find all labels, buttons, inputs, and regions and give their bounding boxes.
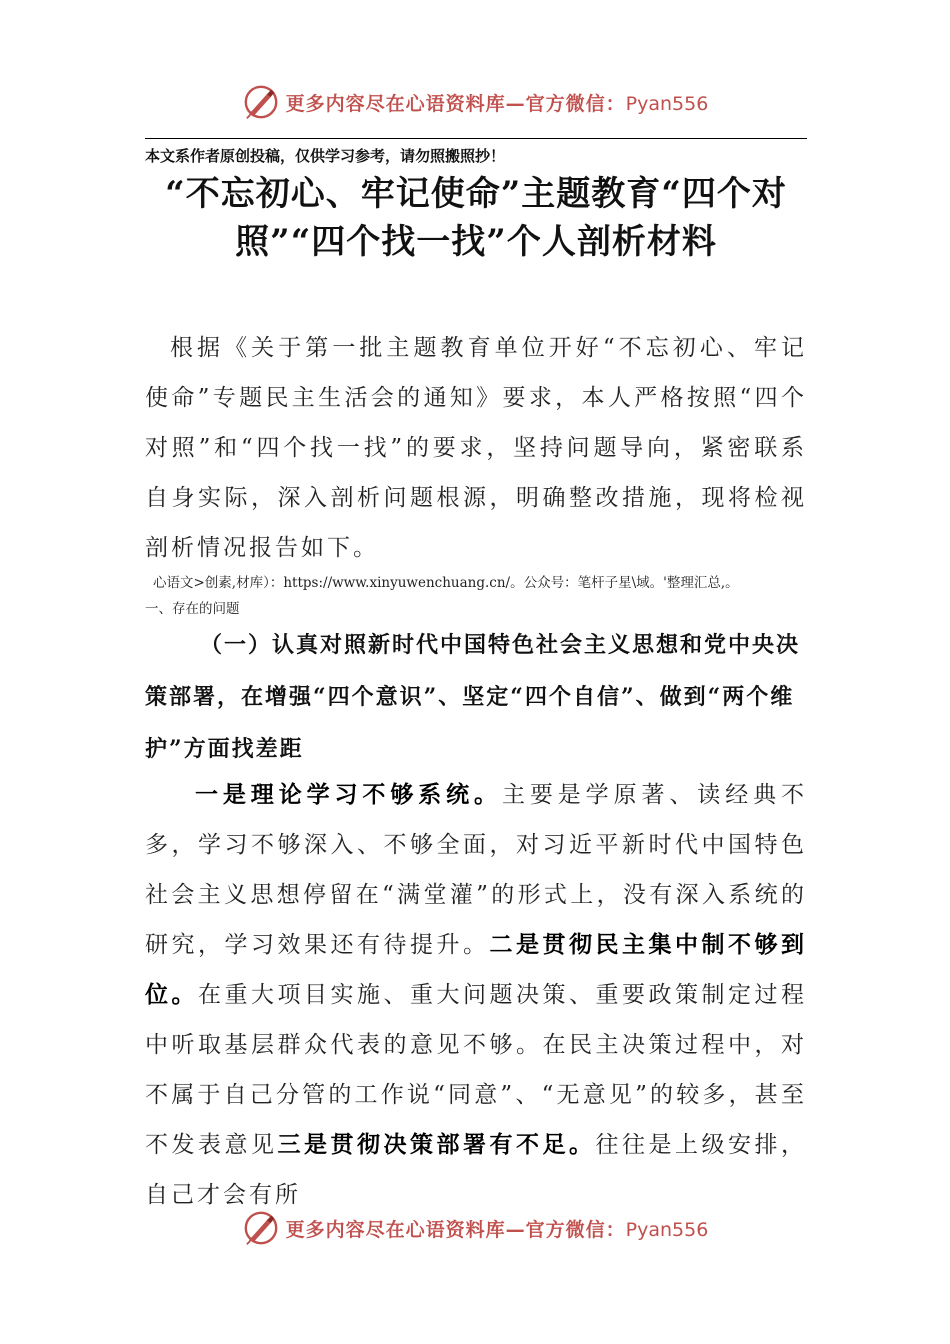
footer-banner [0, 1206, 950, 1250]
point2-title: 二是贯彻民主集中制不够到位。 [145, 931, 807, 1008]
point1-text: 主要是学原著、读经典不多，学习不够深入、不够全面，对习近平新时代中国特色社会主义思想停留在“满堂灌”的形式上，没有深入系统的研究，学习效果还有待提升。 [145, 782, 808, 958]
point3-title: 三是贯彻决策部署有不足。 [277, 1131, 596, 1158]
banner-text [286, 89, 709, 116]
pen-logo-icon [242, 1209, 280, 1247]
banner-slogan-footer: 更多内容尽在心语资料库—官方微信： [285, 1218, 626, 1241]
source-line: 心语文>创素,材库）：https://www.xinyuwenchuang.cn/。公众号：笔杆子星\域。'整理汇总,。 [153, 575, 739, 591]
banner-text-footer [286, 1215, 709, 1242]
banner-slogan: 更多内容尽在心语资料库—官方微信： [285, 92, 626, 115]
intro-paragraph: 根据《关于第一批主题教育单位开好“不忘初心、牢记使命”专题民主生活会的通知》要求，本人严格按照“四个对照”和“四个找一找”的要求，坚持问题导向，紧密联系自身实际，深入剖析问题根源，明确整改措施，现将检视剖析情况报告如下。 [145, 335, 807, 561]
banner-wechat-id: Pyan556 [625, 92, 709, 115]
point2-text: 在重大项目实施、重大问题决策、重要政策制定过程中听取基层群众代表的意见不够。在民主决策过程中，对不属于自己分管的工作说“同意”、“无意见”的较多，甚至不发表意见 [145, 982, 807, 1158]
point3-text: 往往是上级安排，自己才会有所 [145, 1132, 807, 1208]
problems-paragraph [145, 770, 807, 1220]
header-banner [0, 80, 950, 124]
pen-logo-icon [242, 83, 280, 121]
document-title: “不忘初心、牢记使命”主题教育“四个对照”“四个找一找”个人剖析材料 [165, 174, 787, 262]
header-rule [145, 138, 807, 139]
banner-wechat-id-footer: Pyan556 [625, 1218, 709, 1241]
section-heading: 一、存在的问题 [145, 601, 240, 617]
point1-title: 一是理论学习不够系统。 [195, 781, 502, 808]
sub-heading: （一）认真对照新时代中国特色社会主义思想和党中央决策部署，在增强“四个意识”、坚定“四个自信”、做到“两个维护”方面找差距 [145, 632, 801, 762]
copyright-notice: 本文系作者原创投稿，仅供学习参考，请勿照搬照抄！ [145, 147, 506, 165]
